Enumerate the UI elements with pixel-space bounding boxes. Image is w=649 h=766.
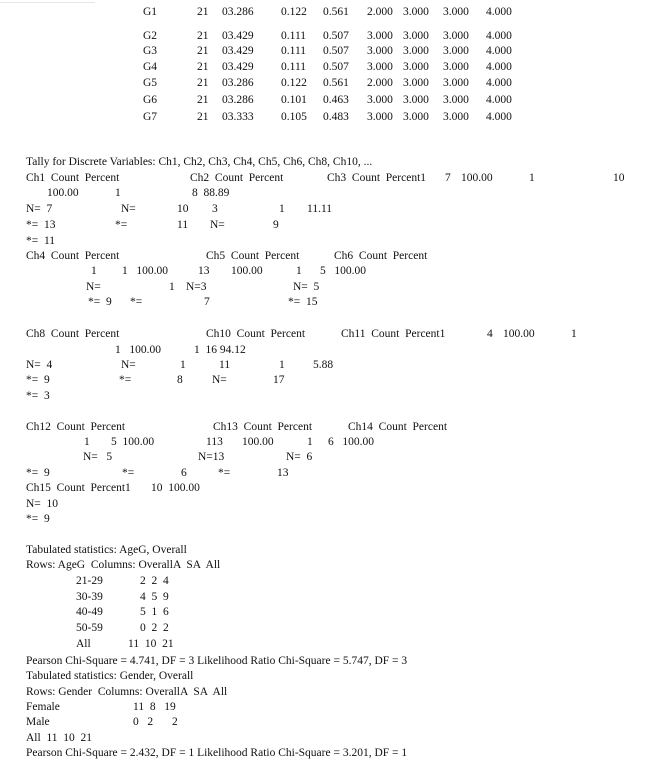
- row-label: G3: [143, 45, 158, 57]
- tally-title: Tally for Discrete Variables: Ch1, Ch2, Ch3, Ch4, Ch5, Ch6, Ch8, Ch10, ...: [26, 156, 373, 168]
- ch11-percent: 100.00: [503, 328, 535, 340]
- table-cell: 3.000: [367, 111, 393, 123]
- ch10-missing-label: *=: [119, 374, 132, 386]
- table-cell: 0.101: [281, 94, 307, 106]
- table-cell: 2.000: [367, 77, 393, 89]
- table-cell: 0.122: [281, 6, 307, 18]
- ch2-n-value: 10: [177, 203, 189, 215]
- table-cell: 03.286: [222, 77, 254, 89]
- row-values: 11 10 21: [128, 638, 174, 650]
- ch5-n: N=3: [186, 281, 207, 293]
- ch6-value: 1: [296, 265, 302, 277]
- ch14-value: 1: [307, 436, 313, 448]
- ch4-missing: *= 9: [88, 296, 112, 308]
- table-cell: 0.463: [323, 94, 349, 106]
- ch5-header: Ch5 Count Percent: [206, 250, 300, 262]
- table-cell: 4.000: [486, 111, 512, 123]
- table-cell: 4.000: [486, 6, 512, 18]
- ch8-n: N= 4: [26, 359, 53, 371]
- table-cell: 4.000: [486, 45, 512, 57]
- row-label: 30-39: [76, 591, 103, 603]
- table-cell: 3.000: [403, 94, 429, 106]
- table-cell: 03.286: [222, 94, 254, 106]
- table-cell: 3.000: [403, 45, 429, 57]
- table-cell: 4.000: [486, 30, 512, 42]
- table-cell: 21: [197, 94, 209, 106]
- table-cell: 03.429: [222, 45, 254, 57]
- female-values: 11 8 19: [133, 701, 176, 713]
- ch8-header: Ch8 Count Percent: [26, 328, 120, 340]
- table-cell: 03.429: [222, 61, 254, 73]
- ch3-count-2: 1: [279, 203, 285, 215]
- ch6-count-percent: 5 100.00: [320, 265, 366, 277]
- tab1-chi-square: Pearson Chi-Square = 4.741, DF = 3 Likelihood Ratio Chi-Square = 5.747, DF = 3: [26, 655, 408, 667]
- table-cell: 3.000: [443, 111, 469, 123]
- table-cell: 3.000: [443, 61, 469, 73]
- top-rule: [0, 2, 95, 3]
- ch11-percent-2: 5.88: [313, 359, 334, 371]
- table-cell: 3.000: [403, 77, 429, 89]
- ch12-header: Ch12 Count Percent: [26, 421, 126, 433]
- ch13-header: Ch13 Count Percent: [213, 421, 313, 433]
- ch2-count-percent: 8 88.89: [192, 187, 230, 199]
- ch1-percent: 100.00: [47, 187, 79, 199]
- female-label: Female: [26, 701, 60, 713]
- ch14-missing-label: *=: [218, 467, 231, 479]
- table-cell: 4.000: [486, 61, 512, 73]
- ch10-n-label: N=: [121, 359, 136, 371]
- table-cell: 3.000: [443, 6, 469, 18]
- tab2-rows-line: Rows: Gender Columns: OverallA SA All: [26, 686, 228, 698]
- row-label: G4: [143, 61, 158, 73]
- ch13-value: 113: [206, 436, 223, 448]
- table-cell: 0.561: [323, 77, 349, 89]
- table-cell: 3.000: [403, 111, 429, 123]
- ch2-header: Ch2 Count Percent: [190, 172, 284, 184]
- table-cell: 3.000: [403, 61, 429, 73]
- ch3-value: 1: [529, 172, 535, 184]
- table-cell: 21: [197, 77, 209, 89]
- male-total: 2: [172, 716, 178, 728]
- ch6-missing: *= 15: [288, 296, 318, 308]
- tab1-title: Tabulated statistics: AgeG, Overall: [26, 544, 187, 556]
- ch11-n-label: N=: [212, 374, 227, 386]
- tab1-rows-line: Rows: AgeG Columns: OverallA SA All: [26, 559, 221, 571]
- ch12-missing: *= 9: [26, 467, 50, 479]
- ch5-percent: 100.00: [231, 265, 263, 277]
- row-values: 2 2 4: [140, 575, 169, 587]
- row-label: 40-49: [76, 606, 103, 618]
- row-label: G6: [143, 94, 158, 106]
- ch14-missing-value: 13: [277, 467, 289, 479]
- tab2-chi-square: Pearson Chi-Square = 2.432, DF = 1 Likelihood Ratio Chi-Square = 3.201, DF = 1: [26, 747, 408, 759]
- table-cell: 03.286: [222, 6, 254, 18]
- ch13-n: N=13: [198, 451, 225, 463]
- row-label: G1: [143, 6, 158, 18]
- ch10-n-value: 1: [180, 359, 186, 371]
- table-cell: 3.000: [367, 45, 393, 57]
- ch14-n: N= 6: [286, 451, 313, 463]
- ch11-count-2: 1: [279, 359, 285, 371]
- ch4-value: 1: [91, 265, 97, 277]
- row-values: 5 1 6: [140, 606, 169, 618]
- ch2-value: 1: [115, 187, 121, 199]
- ch11-n-value: 17: [273, 374, 285, 386]
- ch2-value-2: 3: [212, 203, 218, 215]
- ch15-count-percent: 10 100.00: [151, 482, 200, 494]
- ch5-missing-value: 7: [204, 296, 210, 308]
- row-label: G7: [143, 111, 158, 123]
- ch8-missing: *= 9: [26, 374, 50, 386]
- ch15-header: Ch15 Count Percent1: [26, 482, 131, 494]
- ch3-percent-2: 11.11: [307, 203, 333, 215]
- ch3-n-value: 9: [273, 219, 279, 231]
- ch8-count-percent: 1 100.00: [115, 344, 161, 356]
- table-cell: 21: [197, 45, 209, 57]
- ch3-n-label: N=: [210, 219, 225, 231]
- ch4-header: Ch4 Count Percent: [26, 250, 120, 262]
- table-cell: 0.507: [323, 61, 349, 73]
- table-cell: 03.429: [222, 30, 254, 42]
- ch12-value: 1: [84, 436, 90, 448]
- ch15-missing: *= 9: [26, 513, 50, 525]
- table-cell: 3.000: [367, 30, 393, 42]
- row-label: G5: [143, 77, 158, 89]
- ch3-extra: 10: [613, 172, 625, 184]
- row-values: 0 2 2: [140, 622, 169, 634]
- table-cell: 3.000: [367, 94, 393, 106]
- table-cell: 03.333: [222, 111, 254, 123]
- row-label: All: [76, 638, 91, 650]
- ch5-missing-label: *=: [130, 296, 143, 308]
- table-cell: 21: [197, 111, 209, 123]
- row-label: 50-59: [76, 622, 103, 634]
- table-cell: 0.483: [323, 111, 349, 123]
- male-label: Male: [26, 716, 50, 728]
- table-cell: 0.122: [281, 77, 307, 89]
- ch3-header: Ch3 Count Percent1: [327, 172, 427, 184]
- ch10-missing-value: 8: [177, 374, 183, 386]
- ch11-value: 1: [571, 328, 577, 340]
- table-cell: 3.000: [443, 94, 469, 106]
- table-cell: 0.111: [281, 61, 307, 73]
- table-cell: 0.561: [323, 6, 349, 18]
- table-cell: 21: [197, 6, 209, 18]
- table-cell: 0.507: [323, 45, 349, 57]
- table-cell: 4.000: [486, 77, 512, 89]
- ch1-n: N= 7: [26, 203, 53, 215]
- ch4-n-label: N=: [86, 281, 101, 293]
- table-cell: 0.111: [281, 30, 307, 42]
- ch6-header: Ch6 Count Percent: [334, 250, 428, 262]
- male-values: 0 2: [133, 716, 154, 728]
- ch15-n: N= 10: [26, 498, 59, 510]
- table-cell: 3.000: [443, 45, 469, 57]
- ch4-n-value: 1: [169, 281, 175, 293]
- table-cell: 0.105: [281, 111, 307, 123]
- row-label: G2: [143, 30, 158, 42]
- table-cell: 0.111: [281, 45, 307, 57]
- ch11-missing: *= 3: [26, 390, 50, 402]
- row-label: 21-29: [76, 575, 103, 587]
- row-values: 4 5 9: [140, 591, 169, 603]
- ch13-missing-label: *=: [122, 467, 135, 479]
- table-cell: 3.000: [403, 30, 429, 42]
- ch2-missing-label: *=: [115, 219, 128, 231]
- ch4-count-percent: 1 100.00: [122, 265, 168, 277]
- tab2-title: Tabulated statistics: Gender, Overall: [26, 670, 194, 682]
- table-cell: 21: [197, 30, 209, 42]
- table-cell: 3.000: [403, 6, 429, 18]
- ch5-value: 13: [198, 265, 210, 277]
- ch13-percent: 100.00: [242, 436, 274, 448]
- ch10-header: Ch10 Count Percent: [206, 328, 306, 340]
- ch11-header: Ch11 Count Percent1: [341, 328, 446, 340]
- ch13-missing-value: 6: [181, 467, 187, 479]
- table-cell: 4.000: [486, 94, 512, 106]
- ch3-count: 7: [445, 172, 451, 184]
- ch10-count-percent: 1 16 94.12: [194, 344, 246, 356]
- all-line: All 11 10 21: [26, 732, 93, 744]
- ch3-missing: *= 11: [26, 235, 56, 247]
- ch1-missing: *= 13: [26, 219, 56, 231]
- ch10-value-2: 11: [219, 359, 231, 371]
- table-cell: 21: [197, 61, 209, 73]
- table-cell: 3.000: [367, 61, 393, 73]
- table-cell: 2.000: [367, 6, 393, 18]
- ch6-n: N= 5: [293, 281, 320, 293]
- ch12-count-percent: 5 100.00: [111, 436, 155, 448]
- ch3-percent: 100.00: [461, 172, 493, 184]
- ch11-count: 4: [487, 328, 493, 340]
- ch12-n: N= 5: [83, 451, 113, 463]
- ch2-n-label: N=: [121, 203, 136, 215]
- ch2-missing-value: 11: [177, 219, 189, 231]
- ch14-header: Ch14 Count Percent: [348, 421, 448, 433]
- ch14-count-percent: 6 100.00: [328, 436, 374, 448]
- table-cell: 0.507: [323, 30, 349, 42]
- ch1-header: Ch1 Count Percent: [26, 172, 120, 184]
- table-cell: 3.000: [443, 77, 469, 89]
- table-cell: 3.000: [443, 30, 469, 42]
